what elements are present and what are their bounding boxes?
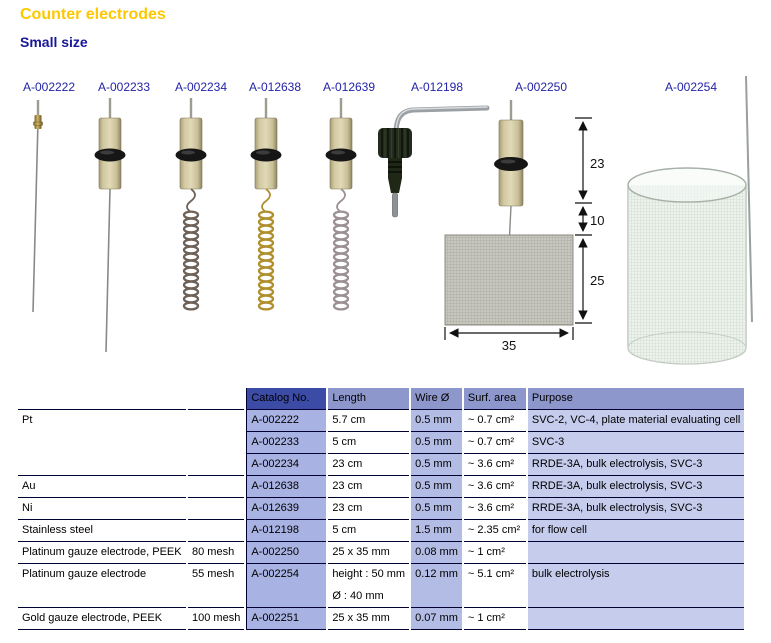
catalog-no-cell: A-002222 xyxy=(246,410,326,432)
purpose-cell xyxy=(528,542,744,564)
mesh-cell xyxy=(188,432,244,454)
purpose-cell: RRDE-3A, bulk electrolysis, SVC-3 xyxy=(528,498,744,520)
electrode-a012639-image xyxy=(326,98,357,189)
purpose-cell: RRDE-3A, bulk electrolysis, SVC-3 xyxy=(528,454,744,476)
product-label-a002233: A-002233 xyxy=(97,80,151,94)
page-title: Counter electrodes xyxy=(20,6,166,23)
electrode-a002254-image xyxy=(628,76,752,364)
mesh-cell xyxy=(188,476,244,498)
header-wire-diameter: Wire Ø xyxy=(411,388,462,410)
surface-area-cell: ~ 0.7 cm² xyxy=(464,410,526,432)
wire-diameter-cell: 0.5 mm xyxy=(411,476,462,498)
purpose-cell: bulk electrolysis xyxy=(528,564,744,608)
header-mesh xyxy=(188,388,244,410)
table-row xyxy=(18,410,744,432)
purpose-cell xyxy=(528,608,744,630)
mesh-cell xyxy=(188,520,244,542)
header-purpose: Purpose xyxy=(528,388,744,410)
electrode-a012198-image xyxy=(378,107,487,217)
table-row xyxy=(18,454,744,476)
table-row xyxy=(18,564,744,608)
wire-diameter-cell: 0.12 mm xyxy=(411,564,462,608)
surface-area-cell: ~ 5.1 cm² xyxy=(464,564,526,608)
electrode-a012638-image xyxy=(251,98,282,189)
header-length: Length xyxy=(328,388,409,410)
table-row xyxy=(18,432,744,454)
electrode-a002222-image xyxy=(33,100,43,312)
length-cell: 25 x 35 mm xyxy=(328,542,409,564)
mesh-cell xyxy=(188,498,244,520)
material-cell: Platinum gauze electrode, PEEK xyxy=(18,542,186,564)
catalog-no-cell: A-012638 xyxy=(246,476,326,498)
product-label-a012638: A-012638 xyxy=(248,80,302,94)
product-label-a012639: A-012639 xyxy=(322,80,376,94)
length-cell: 23 cm xyxy=(328,476,409,498)
catalog-no-cell: A-012639 xyxy=(246,498,326,520)
mesh-cell: 100 mesh xyxy=(188,608,244,630)
wire-diameter-cell: 0.5 mm xyxy=(411,410,462,432)
material-cell xyxy=(18,432,186,454)
header-catalog-no: Catalog No. xyxy=(246,388,326,410)
header-surface-area: Surf. area xyxy=(464,388,526,410)
product-label-a002250: A-002250 xyxy=(514,80,568,94)
material-cell: Ni xyxy=(18,498,186,520)
length-cell: 25 x 35 mm xyxy=(328,608,409,630)
product-label-a002222: A-002222 xyxy=(22,80,76,94)
surface-area-cell: ~ 3.6 cm² xyxy=(464,454,526,476)
table-row xyxy=(18,498,744,520)
dimension-23-label: 23 xyxy=(590,156,605,171)
length-cell: 5.7 cm xyxy=(328,410,409,432)
purpose-cell: SVC-2, VC-4, plate material evaluating cell xyxy=(528,410,744,432)
electrode-a002234-image xyxy=(176,98,207,189)
product-label-a012198: A-012198 xyxy=(410,80,464,94)
table-row xyxy=(18,542,744,564)
product-gallery-illustration xyxy=(0,72,771,386)
electrode-coils xyxy=(184,189,348,309)
electrode-a002250-image xyxy=(445,100,573,325)
material-cell xyxy=(18,454,186,476)
wire-diameter-cell: 0.07 mm xyxy=(411,608,462,630)
length-cell: 5 cm xyxy=(328,432,409,454)
surface-area-cell: ~ 1 cm² xyxy=(464,542,526,564)
catalog-no-cell: A-002251 xyxy=(246,608,326,630)
length-cell: 23 cm xyxy=(328,454,409,476)
section-title: Small size xyxy=(20,34,88,50)
product-label-a002254: A-002254 xyxy=(664,80,718,94)
wire-diameter-cell: 0.08 mm xyxy=(411,542,462,564)
wire-diameter-cell: 0.5 mm xyxy=(411,432,462,454)
header-material xyxy=(18,388,186,410)
catalog-no-cell: A-002250 xyxy=(246,542,326,564)
dimension-25-label: 25 xyxy=(590,273,605,288)
material-cell: Stainless steel xyxy=(18,520,186,542)
surface-area-cell: ~ 2.35 cm² xyxy=(464,520,526,542)
electrode-a002233-image xyxy=(95,98,126,352)
purpose-cell: RRDE-3A, bulk electrolysis, SVC-3 xyxy=(528,476,744,498)
purpose-cell: for flow cell xyxy=(528,520,744,542)
mesh-cell xyxy=(188,410,244,432)
mesh-cell xyxy=(188,454,244,476)
dimension-35-label: 35 xyxy=(501,338,517,353)
catalog-no-cell: A-002234 xyxy=(246,454,326,476)
surface-area-cell: ~ 0.7 cm² xyxy=(464,432,526,454)
wire-diameter-cell: 0.5 mm xyxy=(411,498,462,520)
table-row xyxy=(18,520,744,542)
product-label-a002234: A-002234 xyxy=(174,80,228,94)
surface-area-cell: ~ 3.6 cm² xyxy=(464,476,526,498)
mesh-cell: 55 mesh xyxy=(188,564,244,608)
material-cell: Au xyxy=(18,476,186,498)
material-cell: Pt xyxy=(18,410,186,432)
catalog-no-cell: A-012198 xyxy=(246,520,326,542)
material-cell: Gold gauze electrode, PEEK xyxy=(18,608,186,630)
catalog-table-body xyxy=(18,410,744,630)
length-cell: 23 cm xyxy=(328,498,409,520)
table-header-row xyxy=(18,388,744,410)
purpose-cell: SVC-3 xyxy=(528,432,744,454)
catalog-no-cell: A-002233 xyxy=(246,432,326,454)
surface-area-cell: ~ 1 cm² xyxy=(464,608,526,630)
material-cell: Platinum gauze electrode xyxy=(18,564,186,608)
length-cell: 5 cm xyxy=(328,520,409,542)
dimension-10-label: 10 xyxy=(590,213,605,228)
table-row xyxy=(18,476,744,498)
catalog-table xyxy=(16,388,746,630)
catalog-no-cell: A-002254 xyxy=(246,564,326,608)
surface-area-cell: ~ 3.6 cm² xyxy=(464,498,526,520)
mesh-cell: 80 mesh xyxy=(188,542,244,564)
table-row xyxy=(18,608,744,630)
length-cell: height : 50 mm Ø : 40 mm xyxy=(328,564,409,608)
wire-diameter-cell: 0.5 mm xyxy=(411,454,462,476)
wire-diameter-cell: 1.5 mm xyxy=(411,520,462,542)
